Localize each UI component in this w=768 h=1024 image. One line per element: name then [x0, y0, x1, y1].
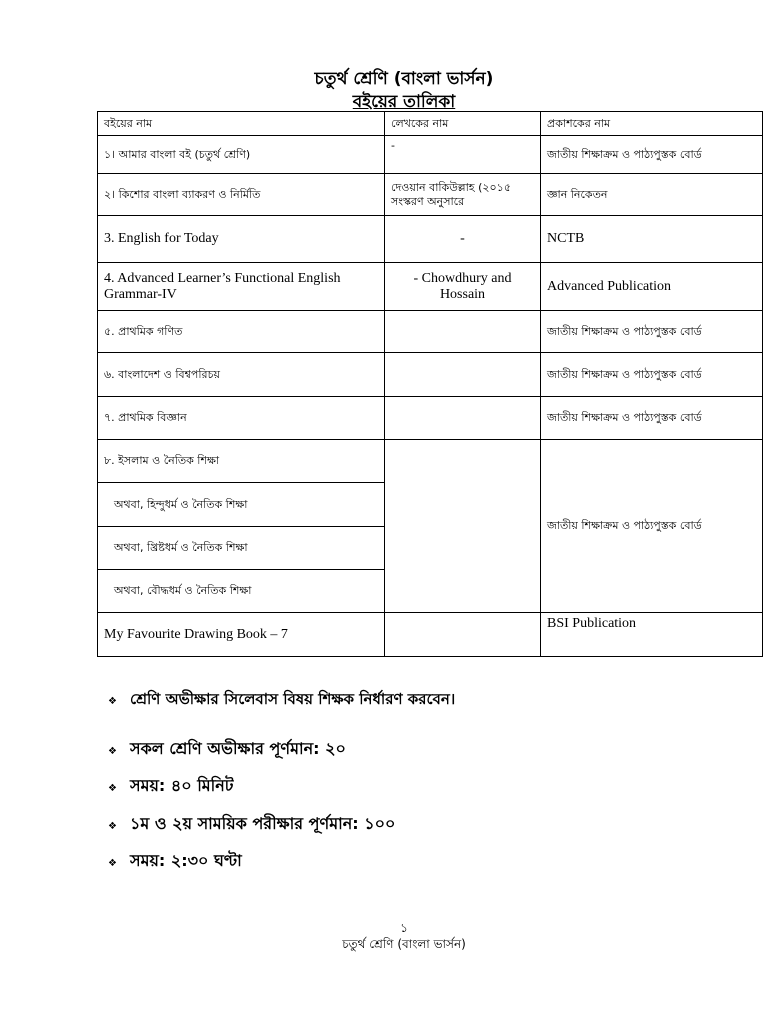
- religion-publisher-cell: জাতীয় শিক্ষাক্রম ও পাঠ্যপুস্তক বোর্ড: [541, 440, 763, 613]
- header-publisher-name: প্রকাশকের নাম: [541, 112, 763, 136]
- author-cell: [385, 397, 541, 440]
- author-cell: দেওয়ান বাকিউল্লাহ (২০১৫ সংস্করণ অনুসারে: [385, 174, 541, 216]
- author-cell: -: [385, 216, 541, 263]
- list-item: [108, 773, 234, 800]
- footer-label: চতুর্থ শ্রেণি (বাংলা ভার্সন): [342, 937, 466, 951]
- diamond-bullet-icon: ❖: [108, 858, 117, 869]
- table-row: [98, 440, 763, 483]
- note-text: সময়: ৪০ মিনিট: [130, 776, 234, 795]
- note-text: সকল শ্রেণি অভীক্ষার পূর্ণমান: ২০: [130, 739, 346, 758]
- diamond-bullet-icon: ❖: [108, 696, 117, 707]
- author-cell: [385, 311, 541, 353]
- book-cell: ৬. বাংলাদেশ ও বিশ্বপরিচয়: [98, 353, 385, 397]
- header-book-name: বইয়ের নাম: [98, 112, 385, 136]
- table-row: [98, 216, 763, 263]
- religion-option-cell: অথবা, বৌদ্ধধর্ম ও নৈতিক শিক্ষা: [98, 570, 385, 613]
- publisher-cell: জ্ঞান নিকেতন: [541, 174, 763, 216]
- note-text: সময়: ২:৩০ ঘণ্টা: [130, 851, 242, 870]
- book-cell: ৭. প্রাথমিক বিজ্ঞান: [98, 397, 385, 440]
- religion-author-cell: [385, 440, 541, 613]
- list-item: [108, 811, 395, 838]
- religion-option-cell: অথবা, হিন্দুধর্ম ও নৈতিক শিক্ষা: [98, 483, 385, 527]
- table-row: [98, 174, 763, 216]
- table-row: [98, 136, 763, 174]
- list-item: [108, 848, 242, 875]
- book-cell: ২। কিশোর বাংলা ব্যাকরণ ও নির্মিতি: [98, 174, 385, 216]
- publisher-cell: জাতীয় শিক্ষাক্রম ও পাঠ্যপুস্তক বোর্ড: [541, 397, 763, 440]
- author-cell: - Chowdhury and Hossain: [385, 263, 541, 311]
- publisher-cell: BSI Publication: [541, 613, 763, 657]
- publisher-cell: NCTB: [541, 216, 763, 263]
- page-subtitle: বইয়ের তালিকা: [352, 92, 456, 112]
- author-cell: [385, 353, 541, 397]
- note-text: শ্রেণি অভীক্ষার সিলেবাস বিষয় শিক্ষক নির্ধারণ করবেন।: [130, 690, 456, 708]
- publisher-cell: Advanced Publication: [541, 263, 763, 311]
- publisher-cell: জাতীয় শিক্ষাক্রম ও পাঠ্যপুস্তক বোর্ড: [541, 353, 763, 397]
- publisher-cell: জাতীয় শিক্ষাক্রম ও পাঠ্যপুস্তক বোর্ড: [541, 311, 763, 353]
- book-list-table: [97, 111, 763, 657]
- religion-option-cell: ৮. ইসলাম ও নৈতিক শিক্ষা: [98, 440, 385, 483]
- note-text: ১ম ও ২য় সাময়িক পরীক্ষার পূর্ণমান: ১০০: [130, 814, 396, 833]
- book-cell: 3. English for Today: [98, 216, 385, 263]
- author-cell: [385, 613, 541, 657]
- table-header-row: [98, 112, 763, 136]
- diamond-bullet-icon: ❖: [108, 821, 117, 832]
- table-row: [98, 353, 763, 397]
- page-title: চতুর্থ শ্রেণি (বাংলা ভার্সন): [314, 69, 494, 89]
- table-row: [98, 311, 763, 353]
- table-row: [98, 397, 763, 440]
- book-cell: 4. Advanced Learner’s Functional English Grammar-IV: [98, 263, 385, 311]
- publisher-cell: জাতীয় শিক্ষাক্রম ও পাঠ্যপুস্তক বোর্ড: [541, 136, 763, 174]
- list-item: [108, 736, 346, 763]
- religion-option-cell: অথবা, খ্রিষ্টধর্ম ও নৈতিক শিক্ষা: [98, 527, 385, 570]
- table-row: [98, 263, 763, 311]
- diamond-bullet-icon: ❖: [108, 783, 117, 794]
- header-author-name: লেখকের নাম: [385, 112, 541, 136]
- book-cell: ৫. প্রাথমিক গণিত: [98, 311, 385, 353]
- book-cell: ১। আমার বাংলা বই (চতুর্থ শ্রেণি): [98, 136, 385, 174]
- table-row: [98, 613, 763, 657]
- page-number: ১: [400, 921, 408, 935]
- author-cell: -: [385, 136, 541, 174]
- book-cell: My Favourite Drawing Book – 7: [98, 613, 385, 657]
- list-item: [108, 688, 455, 713]
- diamond-bullet-icon: ❖: [108, 746, 117, 757]
